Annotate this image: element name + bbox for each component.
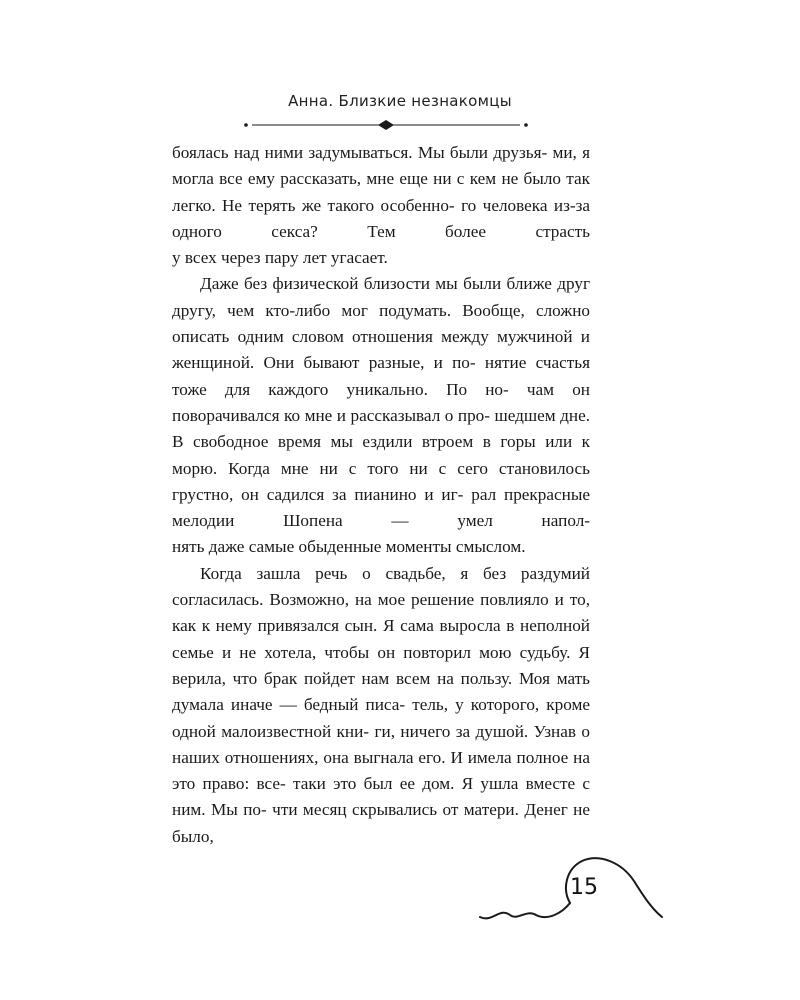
- body-text: [172, 140, 590, 850]
- text-line: таки это был ее дом. Я ушла вместе с ним. Мы по-: [172, 774, 591, 820]
- paragraph-2: [172, 271, 590, 534]
- text-line: не было так легко. Не терять же такого особенно-: [172, 169, 590, 215]
- ornament-center-diamond: [378, 120, 394, 130]
- text-line: в неполной семье и не хотела, чтобы он повторил: [172, 616, 590, 662]
- text-line: нятие счастья тоже для каждого уникально. По но-: [172, 353, 591, 399]
- text-line: становилось грустно, он садился за пианино и иг-: [172, 458, 591, 504]
- text-line: нять даже самые обыденные моменты смыслом.: [172, 537, 526, 557]
- text-line: в горы или к морю. Когда мне ни с того ни с сего: [172, 432, 591, 478]
- text-line: на пользу. Моя мать думала иначе — бедный писа-: [172, 668, 590, 715]
- text-line: мужчиной и женщиной. Они бывают разные, и по-: [172, 327, 590, 373]
- text-line: согласилась. Возможно, на мое решение повлияло: [172, 590, 549, 610]
- text-line: чти месяц скрывались от матери. Денег не было,: [172, 800, 591, 846]
- text-line: она выгнала его. И имела полное на это право: все-: [172, 747, 590, 794]
- running-head-title: Анна. Близкие незнакомцы: [288, 92, 512, 110]
- text-line: ги, ничего за душой. Узнав о наших отношениях,: [172, 721, 591, 767]
- header-ornament: [240, 115, 532, 135]
- paragraph-3: [172, 561, 590, 850]
- text-line: тель, у которого, кроме одной малоизвестной кни-: [172, 695, 590, 741]
- text-line: го человека из-за одного секса? Тем более страсть: [172, 195, 591, 241]
- text-line: рал прекрасные мелодии Шопена — умел напол-: [172, 484, 591, 531]
- text-line: чам он поворачивался ко мне и рассказывал о про-: [172, 379, 590, 425]
- paragraph-2-end: [172, 534, 590, 560]
- text-line: ми, я могла все ему рассказать, мне еще ни с кем: [172, 143, 591, 189]
- text-line: боялась над ними задумываться. Мы были друзья-: [172, 143, 548, 162]
- text-line: Когда зашла речь о свадьбе, я без раздумий: [200, 563, 590, 583]
- text-line: шедшем дне. В свободное время мы ездили втроем: [172, 405, 590, 452]
- page-number: 15: [570, 875, 598, 900]
- text-line: и то, как к нему привязался сын. Я сама выросла: [172, 590, 591, 636]
- ornament-right-dot: [524, 123, 528, 127]
- text-line: у всех через пару лет угасает.: [172, 248, 388, 268]
- paragraph-1: [172, 140, 590, 245]
- text-line: друг другу, чем кто-либо мог подумать. Вообще,: [172, 274, 591, 320]
- text-line: сложно описать одним словом отношения между: [172, 300, 590, 347]
- ornament-left-dot: [244, 123, 248, 127]
- text-line: мою судьбу. Я верила, что брак пойдет нам всем: [172, 642, 590, 688]
- flourish-swirl-line: [480, 903, 570, 918]
- text-line: Даже без физической близости мы были ближе: [200, 274, 552, 294]
- paragraph-1-end: [172, 245, 590, 271]
